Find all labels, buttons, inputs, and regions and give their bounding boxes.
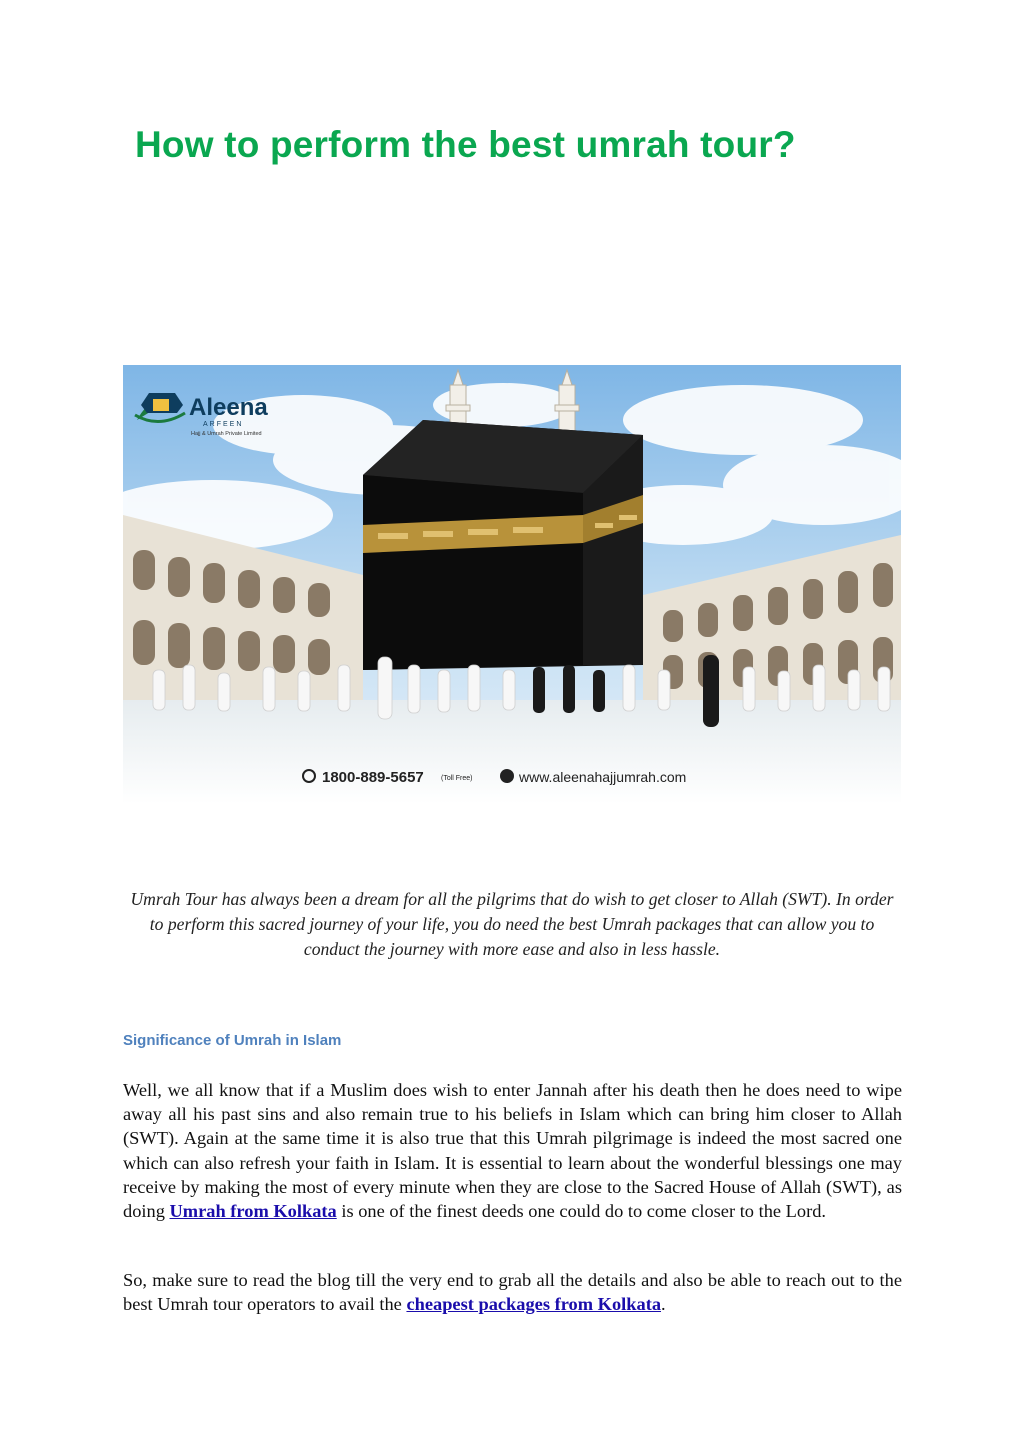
paragraph-2 (123, 1268, 902, 1316)
page-title: How to perform the best umrah tour? (135, 124, 796, 165)
intro-text: Umrah Tour has always been a dream for all the pilgrims that do wish to get closer to Allah (SWT). In order to perform this sacred journey of your life, you do need the best Umrah packages that can allow you to conduct the journey with more ease and also in less hassle. (130, 889, 894, 959)
paragraph-2-text: So, make sure to read the blog till the very end to grab all the details and also be able to reach out to the best Umrah tour operators to avail the (123, 1270, 902, 1315)
section-heading: Significance of Umrah in Islam (123, 1032, 342, 1049)
hero-phone: 1800-889-5657 (322, 769, 424, 786)
logo-sub: ARFEEN (203, 421, 244, 428)
logo-name: Aleena (189, 394, 268, 421)
logo-tagline: Hajj & Umrah Private Limited (191, 431, 262, 437)
cheapest-packages-link[interactable]: cheapest packages from Kolkata (406, 1294, 662, 1315)
umrah-from-kolkata-link[interactable]: Umrah from Kolkata (169, 1201, 337, 1222)
hero-image (123, 365, 901, 804)
paragraph-1-after: is one of the finest deeds one could do to come closer to the Lord. (341, 1201, 827, 1222)
paragraph-1 (123, 1078, 902, 1223)
paragraph-1-text: Well, we all know that if a Muslim does wish to enter Jannah after his death then he does need to wipe away all his past sins and also remain true to his beliefs in Islam which can bring him closer to Allah (SWT). Again at the same time it is also true that this Umrah pilgrimage is indeed the most sacred one which can also refresh your faith in Islam. It is essential to learn about the wonderful blessings one may receive by making the most of every minute when they are close to the Sacred House of Allah (SWT), as doing (123, 1080, 902, 1222)
paragraph-2-after: . (661, 1294, 666, 1315)
hero-website: www.aleenahajjumrah.com (519, 769, 687, 785)
hero-phone-note: (Toll Free) (441, 775, 473, 782)
